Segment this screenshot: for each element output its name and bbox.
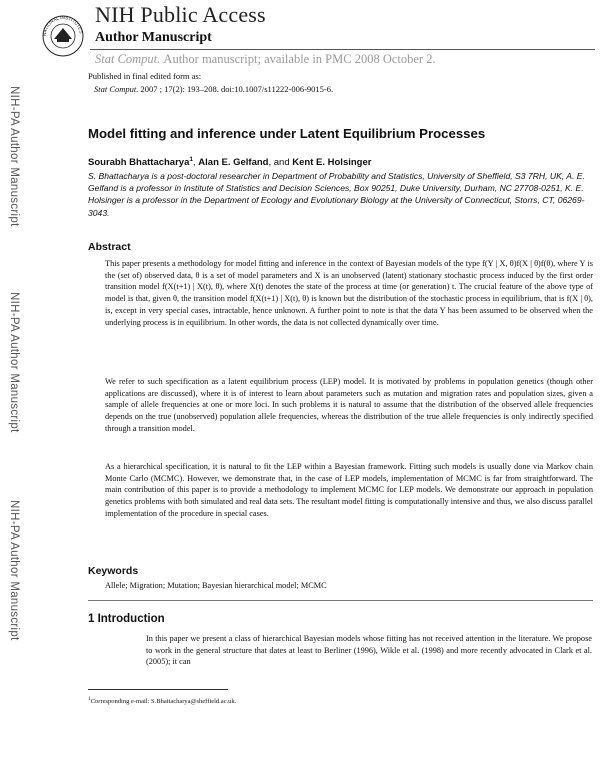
pub-journal: Stat Comput. [94,84,139,94]
seal-text: NATIONAL INSTITUTES [41,14,84,37]
abstract-paragraph-1: This paper presents a methodology for model fitting and inference in the context of Bayesian models of the type f(Y | X, θ)f(X | θ)f(θ), where Y is the (set of) observed data, θ is a set of model parameters and X is an unobserved (latent) stationary stochastic process induced by the first order transition model f(X(t+1) | X(t), θ), where X(t) denotes the state of the process at time (or generation) t. The crucial feature of the above type of model is that, given θ, the transition model f(X(t+1) | X(t), θ) is known but the distribution of the stochastic process in equilibrium, that is f(X | θ), is, except in very special cases, intractable, hence unknown. A further point to note is that the data Y has been assumed to be observed when the underlying process is in equilibrium. In other words, the data is not collected dynamically over time. [105,259,593,327]
side-label-3: NIH-PA Author Manuscript [8,500,20,641]
pub-line: Published in final edited form as: [88,71,202,81]
publication-info [88,70,333,96]
author-1: Sourabh Bhattacharya [88,157,190,169]
side-label-1: NIH-PA Author Manuscript [8,86,20,227]
author-line [88,156,371,168]
author-separator: , [193,157,199,169]
abstract-heading: Abstract [88,241,131,253]
availability-line [95,52,436,67]
introduction-heading: 1 Introduction [88,613,165,625]
keywords-list: Allele; Migration; Mutation; Bayesian hierarchical model; MCMC [105,581,327,590]
header-subtitle: Author Manuscript [95,30,212,45]
pub-citation: 2007 ; 17(2): 193–208. doi:10.1007/s11222-006-9015-6. [140,84,334,94]
footnote-mark: 1 [88,696,91,702]
side-label-2: NIH-PA Author Manuscript [8,292,20,433]
footnote-divider [88,689,228,690]
abstract-paragraph-3: As a hierarchical specification, it is natural to fit the LEP within a Bayesian framework. Fitting such models is usually done via Markov chain Monte Carlo (MCMC). However, we demonstrate that, in the case of LEP models, implementation of MCMC is far from straightforward. The main contribution of this paper is to provide a methodology to implement MCMC for LEP models. We demonstrate our approach in population genetics problems with both simulated and real data sets. The resultant model fitting is computationally intensive and thus, we also discuss parallel implementation of the procedure in special cases. [105,462,593,518]
header-title: NIH Public Access [95,2,266,27]
keywords-divider [88,600,593,601]
keywords-heading: Keywords [88,565,139,577]
author-separator: , and [268,157,293,169]
abstract-paragraph-2: We refer to such specification as a latent equilibrium process (LEP) model. It is motivated by problems in population genetics (though other applications are discussed), where it is of interest to learn about parameters such as mutation and migration rates and population sizes, given a sample of allele frequencies at one or more loci. In such problems it is natural to assume that the distribution of the observed allele frequencies depends on the true (unobserved) population allele frequencies, whereas the distribution of the true allele frequencies is only indirectly specified through a transition model. [105,377,593,433]
footnote [88,696,236,705]
header-divider [90,49,595,50]
availability-text: Author manuscript; available in PMC 2008 October 2. [163,52,436,66]
author-1-footnote-mark: 1 [189,156,193,163]
nih-seal-logo [40,6,86,68]
introduction-paragraph: In this paper we present a class of hierarchical Bayesian models whose fitting has not received attention in the literature. We propose to work in the general structure that dates at least to Berliner (1996), Wikle et al. (1998) and more recently advocated in Clark et al. (2005); it can [146,634,592,667]
affiliations: S. Bhattacharya is a post-doctoral researcher in Department of Probability and Statistics, University of Sheffield, S3 7RH, UK, A. E. Gelfand is a professor in Institute of Statistics and Decision Sciences, Box 90251, Duke University, Durham, NC 27708-0251, K. E. Holsinger is a professor in the Department of Ecology and Evolutionary Biology at the University of Connecticut, Storrs, CT, 06269-3043. [88,171,585,218]
paper-title: Model fitting and inference under Latent Equilibrium Processes [88,126,486,141]
author-3: Kent E. Holsinger [292,157,372,169]
availability-journal: Stat Comput. [95,52,161,66]
footnote-text: Corresponding e-mail: S.Bhattacharya@sheffield.ac.uk. [90,698,237,706]
author-2: Alan E. Gelfand [198,157,269,169]
